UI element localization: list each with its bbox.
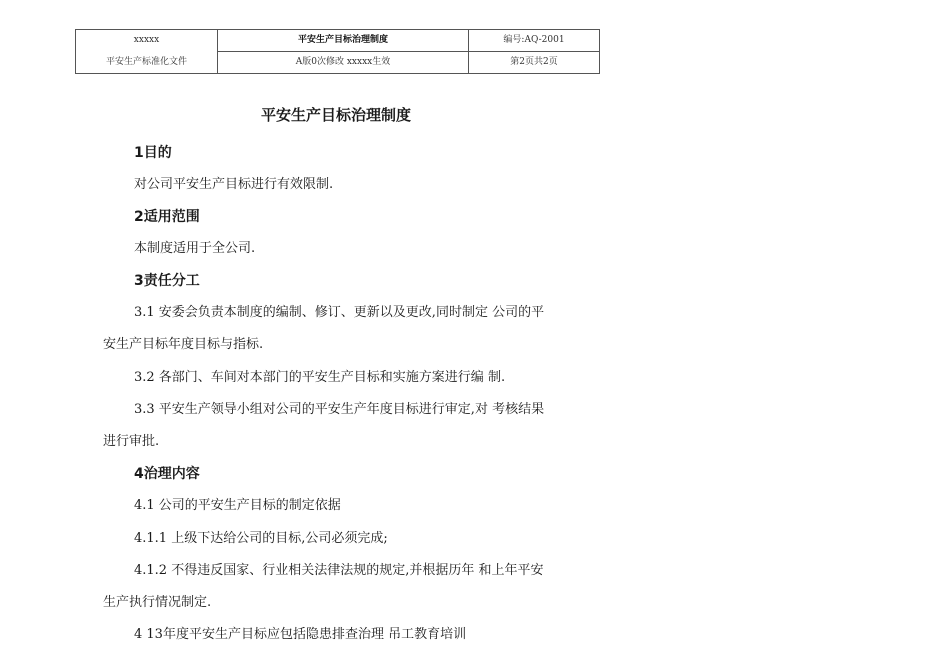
document-title: 平安生产目标治理制度 <box>260 106 411 124</box>
paragraph-3-3-cont: 进行审批. <box>103 434 160 449</box>
header-page-number: 第2页共2页 <box>469 52 600 74</box>
header-doc-name: 平安生产目标治理制度 <box>218 30 469 52</box>
section-heading-scope: 2适用范围 <box>134 209 200 225</box>
header-code-placeholder: xxxxx <box>76 30 218 52</box>
paragraph-4-1-1: 4.1.1 上级下达给公司的目标,公司必须完成; <box>134 531 388 546</box>
paragraph-4-1-2-cont: 生产执行情况制定. <box>103 595 212 610</box>
paragraph-purpose: 对公司平安生产目标进行有效限制. <box>134 177 334 192</box>
section-heading-responsibility: 3责任分工 <box>134 273 200 289</box>
document-header-table <box>75 29 600 74</box>
header-file-type: 平安生产标准化文件 <box>76 52 218 74</box>
header-revision: A版0次修改 xxxxx生效 <box>218 52 469 74</box>
section-heading-purpose: 1目的 <box>134 145 172 161</box>
paragraph-4-1-2: 4.1.2 不得违反国家、行业相关法律法规的规定,并根据历年 和上年平安 <box>134 563 544 578</box>
paragraph-4-1: 4.1 公司的平安生产目标的制定依据 <box>134 498 341 513</box>
paragraph-4-1-3: 4 13年度平安生产目标应包括隐患排查治理 吊工教育培训 <box>134 627 467 642</box>
paragraph-3-1: 3.1 安委会负责本制度的编制、修订、更新以及更改,同时制定 公司的平 <box>134 305 545 320</box>
paragraph-3-3: 3.3 平安生产领导小组对公司的平安生产年度目标进行审定,对 考核结果 <box>134 402 545 417</box>
section-heading-content: 4治理内容 <box>134 466 200 482</box>
paragraph-3-2: 3.2 各部门、车间对本部门的平安生产目标和实施方案进行编 制. <box>134 370 506 385</box>
paragraph-scope: 本制度适用于全公司. <box>134 241 256 256</box>
paragraph-3-1-cont: 安生产目标年度目标与指标. <box>103 337 264 352</box>
header-doc-number: 编号:AQ-2001 <box>469 30 600 52</box>
